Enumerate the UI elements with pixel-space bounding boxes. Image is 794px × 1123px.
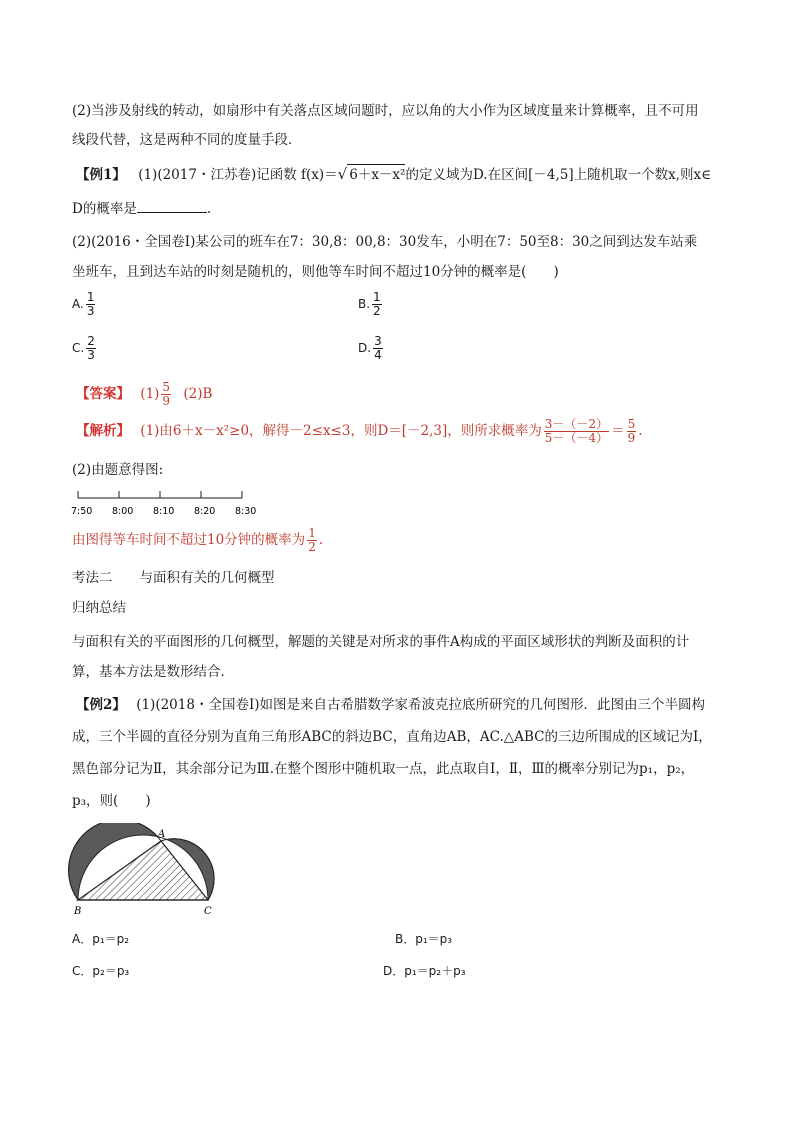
section-subtitle: 归纳总结	[72, 600, 126, 616]
example1-q2-line2: 坐班车，且到达车站的时刻是随机的，则他等车时间不超过10分钟的概率是( )	[72, 264, 559, 280]
option-d: D. $\frac{3}{4}$	[358, 334, 382, 362]
example2-line2: 成，三个半圆的直径分别为直角三角形ABC的斜边BC，直角边AB，AC.△ABC的三边所围成的区域记为Ⅰ，	[72, 729, 712, 745]
paragraph-line: 线段代替，这是两种不同的度量手段．	[72, 132, 302, 148]
answer-line: 【答案】 (1) $\frac{5}{9}$ (2)B	[76, 380, 213, 408]
example2-line4: p₃，则( )	[72, 793, 151, 809]
example1-q2-line1: (2)(2016・全国卷Ⅰ)某公司的班车在7：30,8：00,8：30发车，小明在7：50至8：30之间到达发车站乘	[72, 234, 698, 250]
label-c: C	[204, 906, 212, 917]
timeline-label: 8:10	[153, 506, 175, 517]
analysis-line2: (2)由题意得图:	[72, 462, 164, 478]
paragraph-line: (2)当涉及射线的转动，如扇形中有关落点区域问题时，应以角的大小作为区域度量来计算概率，且不可用	[72, 103, 699, 119]
option-d: D．p₁＝p₂＋p₃	[383, 964, 466, 978]
example1-line1: 【例1】 (1)(2017・江苏卷)记函数 f(x)＝√ 6＋x－x²的定义域为D.在区间[－4,5]上随机取一个数x,则x∈	[76, 165, 712, 183]
example1-line2: D的概率是 .	[72, 198, 211, 219]
option-c: C. $\frac{2}{3}$	[72, 334, 95, 362]
label-a: A	[158, 829, 166, 840]
example-tag: 【例1】	[76, 167, 126, 183]
paragraph-line: 与面积有关的平面图形的几何概型，解题的关键是对所求的事件A构成的平面区域形状的判断及面积的计	[72, 634, 690, 650]
timeline-figure	[70, 487, 260, 519]
hippocrates-figure	[66, 823, 226, 918]
option-b: B. $\frac{1}{2}$	[358, 290, 381, 318]
example2-line3: 黑色部分记为Ⅱ，其余部分记为Ⅲ.在整个图形中随机取一点，此点取自Ⅰ，Ⅱ，Ⅲ的概率分别记为p₁，p₂，	[72, 761, 695, 777]
option-a: A．p₁＝p₂	[72, 932, 130, 946]
answer-blank	[137, 198, 207, 213]
analysis-tag: 【解析】	[76, 423, 130, 439]
example2-line1: 【例2】 (1)(2018・全国卷Ⅰ)如图是来自古希腊数学家希波克拉底所研究的几何图形．此图由三个半圆构	[76, 697, 706, 713]
label-b: B	[74, 906, 82, 917]
analysis-line3: 由图得等车时间不超过10分钟的概率为 $\frac{1}{2}$ .	[72, 526, 324, 554]
timeline-label: 8:20	[194, 506, 216, 517]
paragraph-line: 算，基本方法是数形结合．	[72, 664, 234, 680]
timeline-label: 7:50	[71, 506, 93, 517]
timeline-label: 8:00	[112, 506, 134, 517]
timeline-label: 8:30	[235, 506, 257, 517]
analysis-line1: 【解析】 (1)由6＋x－x²≥0，解得－2≤x≤3，则D＝[－2,3]，则所求概率为 $\frac{3-(-2)}{5-(-4)}$ ＝ $\frac{5}{9}$ .	[76, 417, 643, 445]
option-b: B．p₁＝p₃	[395, 932, 453, 946]
option-c: C．p₂＝p₃	[72, 964, 130, 978]
answer-tag: 【答案】	[76, 386, 130, 402]
section-title: 考法二 与面积有关的几何概型	[72, 570, 275, 586]
option-a: A. $\frac{1}{3}$	[72, 290, 95, 318]
example-tag: 【例2】	[76, 697, 126, 713]
